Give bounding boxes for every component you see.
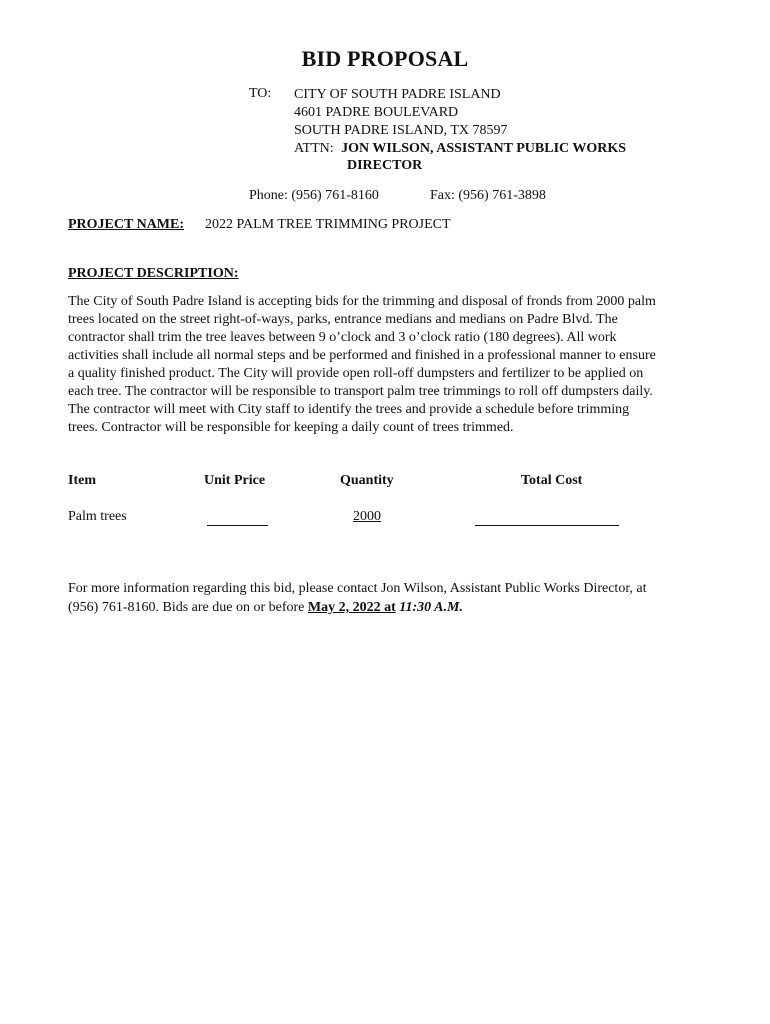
address-line-city: CITY OF SOUTH PADRE ISLAND bbox=[294, 87, 501, 102]
address-line-street: 4601 PADRE BOULEVARD bbox=[294, 105, 459, 120]
description-line: activities shall include all normal steps and be performed and finished in a professional manner to ensure bbox=[68, 348, 656, 363]
total-cost-blank-field[interactable] bbox=[475, 512, 619, 526]
description-line: The contractor will meet with City staff to identify the trees and provide a schedule before trimming bbox=[68, 402, 630, 417]
contact-information bbox=[68, 579, 708, 617]
description-line: contractor shall trim the tree leaves between 9 o’clock and 3 o’clock ratio (180 degrees). All work bbox=[68, 330, 617, 345]
description-line: trees. Contractor will be responsible for keeping a daily count of trees trimmed. bbox=[68, 420, 514, 435]
table-header-total-cost: Total Cost bbox=[521, 473, 583, 488]
attention-line bbox=[294, 140, 626, 158]
contact-line-2-prefix: (956) 761-8160. Bids are due on or before bbox=[68, 600, 308, 615]
to-label: TO: bbox=[249, 86, 272, 101]
document-title: BID PROPOSAL bbox=[301, 46, 469, 71]
table-cell-quantity: 2000 bbox=[353, 509, 381, 524]
attn-name-continued: DIRECTOR bbox=[347, 158, 423, 173]
description-line: The City of South Padre Island is accepting bids for the trimming and disposal of fronds from 2000 palm bbox=[68, 294, 656, 309]
project-description-label: PROJECT DESCRIPTION: bbox=[68, 266, 239, 281]
attn-name: JON WILSON, ASSISTANT PUBLIC WORKS bbox=[341, 141, 627, 156]
project-description bbox=[68, 293, 708, 437]
project-name-label: PROJECT NAME: bbox=[68, 217, 185, 232]
table-header-unit-price: Unit Price bbox=[204, 473, 266, 488]
fax-number: Fax: (956) 761-3898 bbox=[430, 188, 546, 203]
table-header-item: Item bbox=[68, 473, 96, 488]
contact-line-1: For more information regarding this bid, please contact Jon Wilson, Assistant Public Works Director, at bbox=[68, 581, 647, 596]
project-name-value: 2022 PALM TREE TRIMMING PROJECT bbox=[205, 217, 451, 232]
description-line: trees located on the street right-of-ways, parks, entrance medians and medians on Padre Blvd. The bbox=[68, 312, 618, 327]
contact-line-2 bbox=[68, 598, 708, 617]
table-cell-item: Palm trees bbox=[68, 509, 127, 524]
due-date: May 2, 2022 at bbox=[307, 600, 396, 615]
phone-number: Phone: (956) 761-8160 bbox=[249, 188, 379, 203]
due-time: 11:30 A.M. bbox=[399, 600, 463, 615]
unit-price-blank-field[interactable] bbox=[207, 512, 268, 526]
description-line: a quality finished product. The City will provide open roll-off dumpsters and fertilizer to be applied on bbox=[68, 366, 644, 381]
attn-label: ATTN: bbox=[294, 141, 334, 156]
table-header-quantity: Quantity bbox=[340, 473, 394, 488]
description-line: each tree. The contractor will be responsible to transport palm tree trimmings to roll off dumpsters daily. bbox=[68, 384, 653, 399]
address-line-city-state-zip: SOUTH PADRE ISLAND, TX 78597 bbox=[294, 123, 508, 138]
